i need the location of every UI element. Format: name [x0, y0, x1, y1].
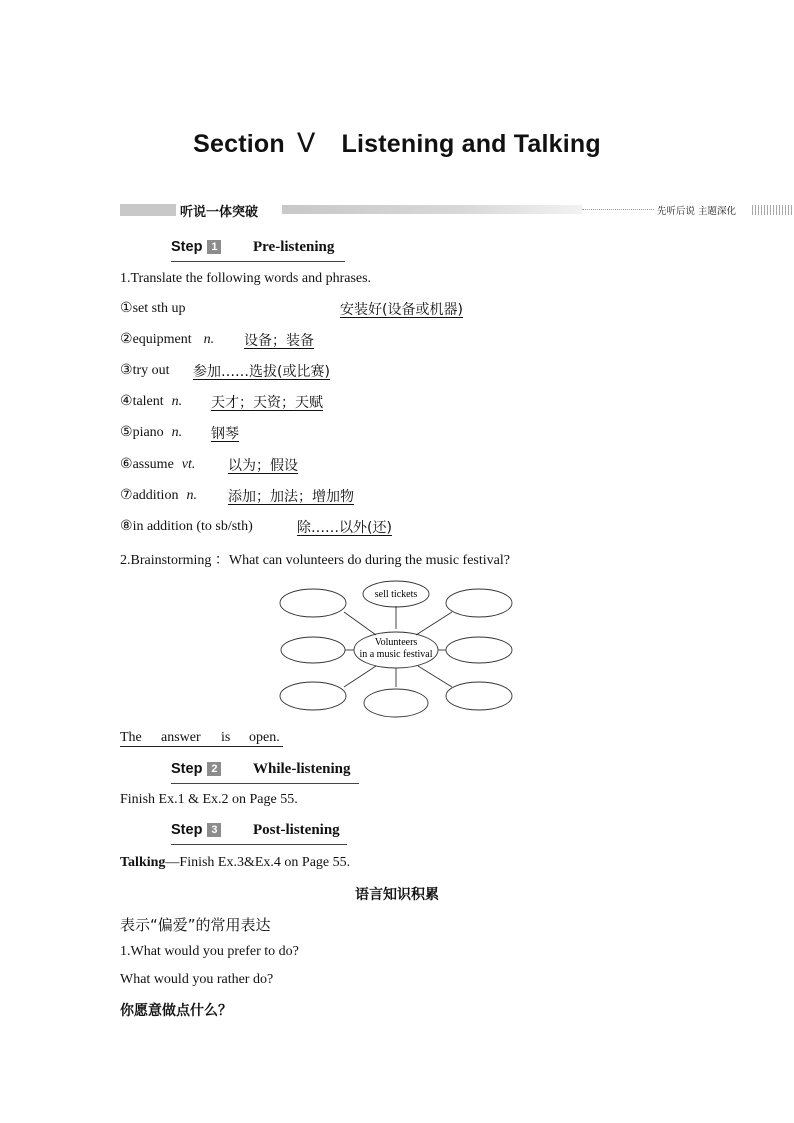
vocab-answer: 钢琴	[211, 426, 239, 442]
banner-tail	[752, 205, 794, 215]
vocab-pos: n.	[171, 425, 183, 440]
vocab-item-6	[120, 456, 195, 473]
step-word: Step	[171, 761, 203, 777]
step-2-underline	[171, 783, 359, 784]
step-title: Pre-listening	[253, 239, 335, 255]
vocab-marker: ①	[120, 301, 133, 316]
step-1-header	[171, 239, 346, 259]
vocab-item-3	[120, 362, 170, 379]
banner-dots	[582, 209, 654, 210]
vocab-pos: n.	[171, 394, 183, 409]
vocab-answer: 添加；加法；增加物	[228, 489, 354, 505]
step-1-underline	[171, 261, 345, 262]
answer-word: The	[120, 730, 142, 745]
vocab-answer: 参加……选拔(或比赛)	[193, 364, 330, 380]
answer-word: answer	[161, 730, 201, 745]
vocab-pos: n.	[203, 332, 215, 347]
vocab-marker: ③	[120, 363, 133, 378]
node-empty	[446, 589, 512, 617]
vocab-marker: ④	[120, 394, 133, 409]
connector-line	[344, 666, 376, 687]
vocab-term: addition	[132, 488, 179, 503]
vocab-item-5	[120, 424, 182, 441]
title-sub: Listening and Talking	[341, 130, 601, 158]
vocab-answer: 天才；天资；天赋	[211, 395, 323, 411]
answer-word: is	[221, 730, 231, 745]
talking-rest: —Finish Ex.3&Ex.4 on Page 55.	[165, 855, 351, 870]
node-empty	[364, 689, 428, 717]
knowledge-line-1: 1.What would you prefer to do?	[120, 944, 299, 959]
connector-line	[344, 612, 376, 635]
node-empty	[446, 682, 512, 710]
brainstorm-diagram	[270, 576, 526, 722]
answer-underline	[120, 746, 283, 747]
knowledge-translation: 你愿意做点什么？	[120, 1003, 232, 1019]
vocab-marker: ②	[120, 332, 133, 347]
node-empty	[281, 637, 345, 663]
node-label-top: sell tickets	[374, 589, 418, 600]
vocab-marker: ⑤	[120, 425, 133, 440]
section-banner	[120, 200, 737, 220]
banner-right-label: 先听后说 主题深化	[657, 206, 737, 217]
q1-prompt: 1.Translate the following words and phrases.	[120, 271, 372, 286]
post-listening-text	[120, 855, 350, 871]
node-empty	[280, 682, 346, 710]
node-empty	[446, 637, 512, 663]
vocab-answer: 安装好(设备或机器)	[340, 302, 463, 318]
title-roman: Ⅴ	[296, 128, 316, 158]
vocab-term: set sth up	[132, 301, 186, 316]
while-listening-text: Finish Ex.1 & Ex.2 on Page 55.	[120, 792, 298, 807]
vocab-answer: 以为；假设	[228, 458, 298, 474]
node-label-center-1: Volunteers	[374, 637, 418, 648]
vocab-answer: 设备；装备	[244, 333, 314, 349]
step-word: Step	[171, 239, 203, 255]
page-title	[0, 128, 794, 159]
talking-label: Talking	[120, 855, 166, 870]
vocab-term: assume	[132, 457, 174, 472]
vocab-term: piano	[132, 425, 164, 440]
title-main: Section	[193, 130, 285, 158]
step-number-badge: 2	[207, 762, 221, 776]
step-2-header	[171, 761, 361, 781]
knowledge-topic: 表示“偏爱”的常用表达	[120, 916, 271, 934]
q2-prompt: 2.Brainstorming ：What can volunteers do during the music festival?	[120, 553, 510, 568]
step-title: Post-listening	[253, 822, 340, 838]
vocab-marker: ⑦	[120, 488, 133, 503]
vocab-item-2	[120, 331, 214, 348]
step-number-badge: 3	[207, 823, 221, 837]
vocab-item-4	[120, 393, 182, 410]
step-3-underline	[171, 844, 347, 845]
vocab-term: equipment	[132, 332, 192, 347]
node-label-center-2: in a music festival	[359, 649, 433, 660]
vocab-term: in addition (to sb/sth)	[132, 519, 253, 534]
vocab-item-7	[120, 487, 197, 504]
banner-bar-mid	[282, 205, 582, 214]
answer-word: open.	[249, 730, 280, 745]
connector-line	[416, 612, 452, 635]
step-3-header	[171, 822, 351, 842]
vocab-term: try out	[132, 363, 170, 378]
vocab-item-8	[120, 518, 253, 535]
vocab-pos: vt.	[181, 457, 196, 472]
step-word: Step	[171, 822, 203, 838]
banner-bar-left	[120, 204, 176, 216]
vocab-answer: 除……以外(还)	[297, 520, 392, 536]
step-title: While-listening	[253, 761, 351, 777]
vocab-marker: ⑥	[120, 457, 133, 472]
vocab-pos: n.	[186, 488, 197, 503]
vocab-term: talent	[132, 394, 164, 409]
q2-answer	[120, 730, 283, 748]
vocab-marker: ⑧	[120, 519, 133, 534]
knowledge-heading: 语言知识积累	[355, 887, 439, 903]
knowledge-line-2: What would you rather do?	[120, 972, 274, 987]
node-empty	[280, 589, 346, 617]
vocab-item-1	[120, 300, 185, 317]
banner-label: 听说一体突破	[180, 205, 259, 220]
step-number-badge: 1	[207, 240, 221, 254]
connector-line	[418, 666, 452, 687]
